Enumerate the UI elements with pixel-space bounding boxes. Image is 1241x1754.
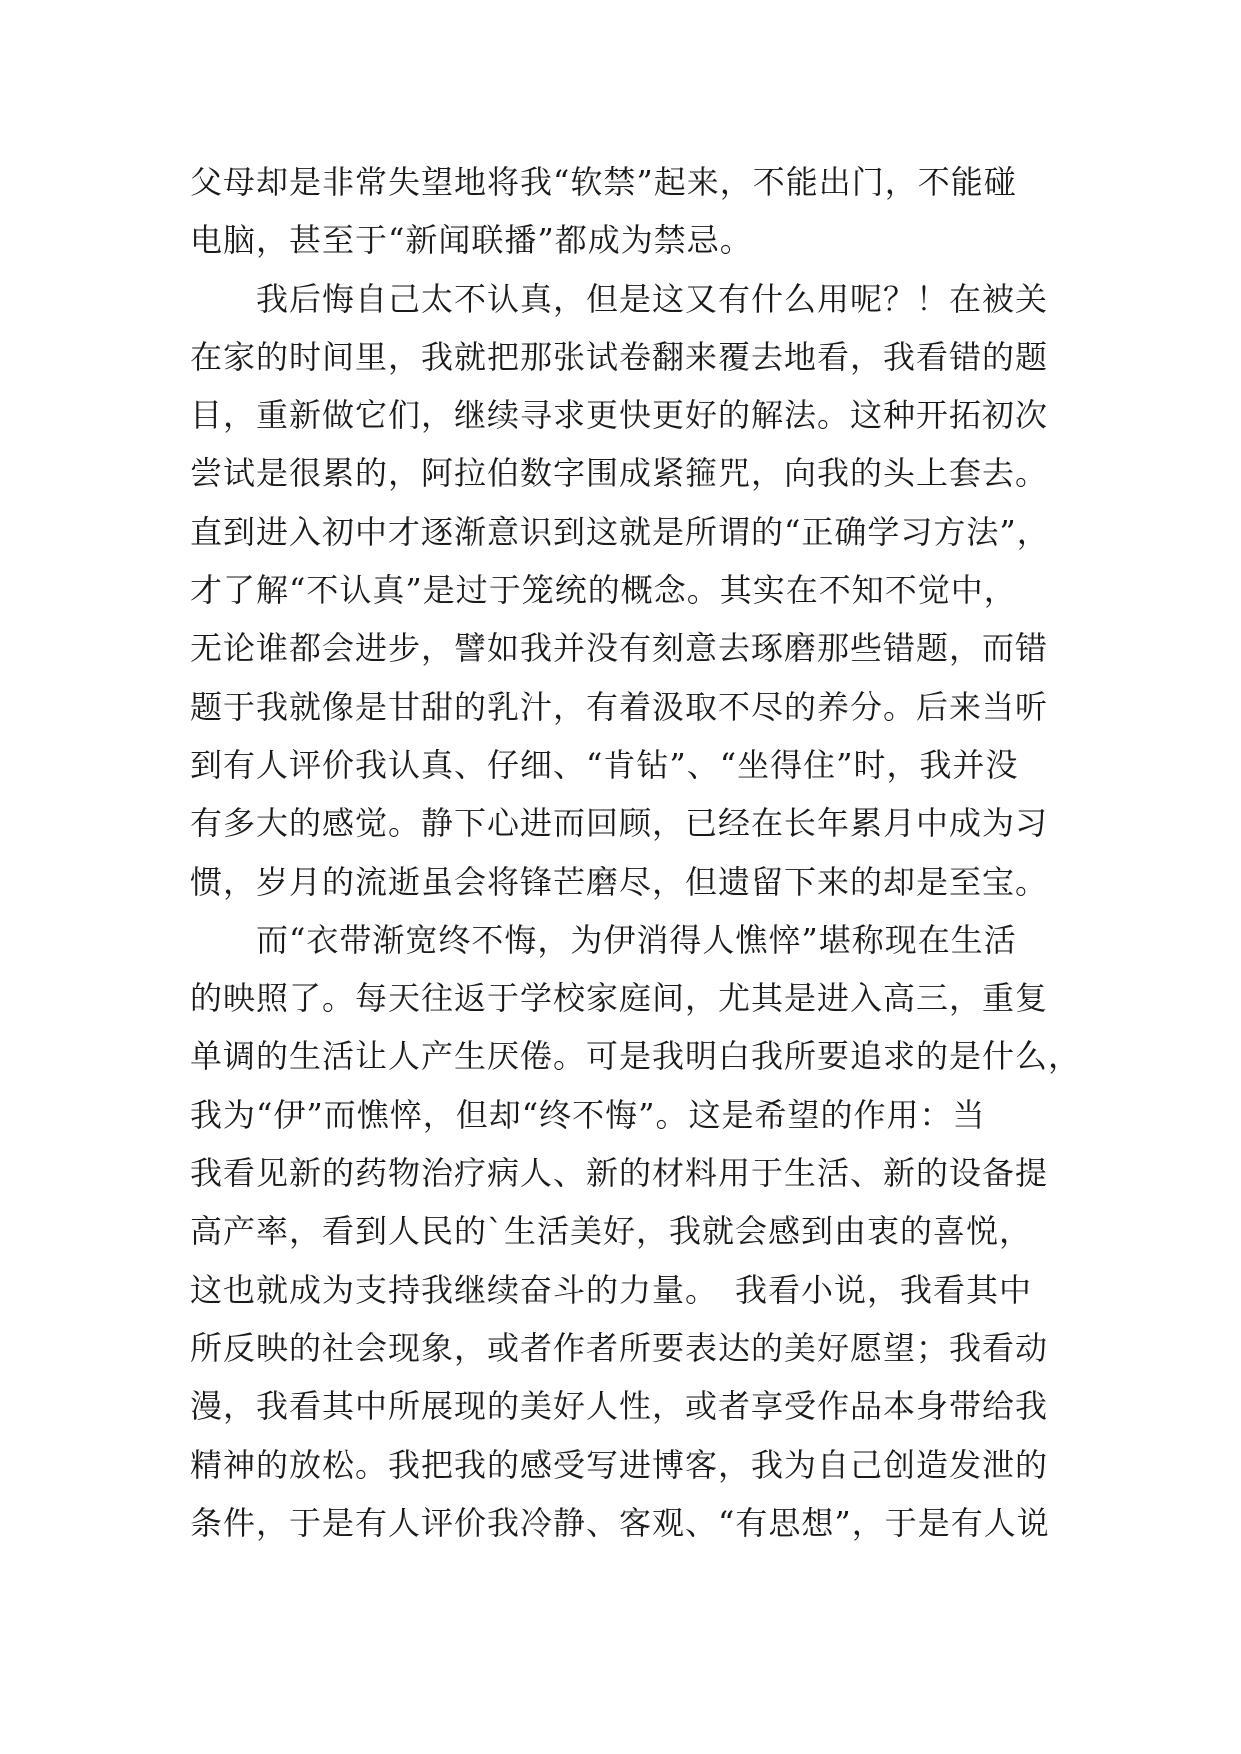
- essay-line: 题于我就像是甘甜的乳汁，有着汲取不尽的养分。后来当听: [190, 687, 1049, 726]
- essay-line: 而“衣带渐宽终不悔，为伊消得人憔悴”堪称现在生活: [190, 920, 1017, 959]
- essay-line: 的映照了。每天往返于学校家庭间，尤其是进入高三，重复: [190, 979, 1049, 1018]
- essay-line: 高产率，看到人民的`生活美好，我就会感到由衷的喜悦，: [190, 1212, 1033, 1251]
- essay-line: 目，重新做它们，继续寻求更快更好的解法。这种开拓初次: [190, 396, 1049, 435]
- essay-line: 才了解“不认真”是过于笼统的概念。其实在不知不觉中，: [190, 571, 1017, 610]
- essay-line: 父母却是非常失望地将我“软禁”起来，不能出门，不能碰: [190, 163, 1017, 201]
- essay-line: 所反映的社会现象，或者作者所要表达的美好愿望；我看动: [190, 1328, 1049, 1367]
- essay-line: 到有人评价我认真、仔细、“肯钻”、“坐得住”时，我并没: [190, 745, 1019, 784]
- essay-line: 尝试是很累的，阿拉伯数字围成紧箍咒，向我的头上套去。: [190, 454, 1049, 493]
- essay-line: 漫，我看其中所展现的美好人性，或者享受作品本身带给我: [190, 1387, 1049, 1426]
- essay-line: 条件，于是有人评价我冷静、客观、“有思想”，于是有人说: [190, 1503, 1050, 1542]
- essay-line: 有多大的感觉。静下心进而回顾，已经在长年累月中成为习: [190, 804, 1049, 843]
- essay-line: 这也就成为支持我继续奋斗的力量。 我看小说，我看其中: [190, 1270, 1033, 1309]
- essay-line: 我后悔自己太不认真，但是这又有什么用呢？！在被关: [190, 279, 1049, 318]
- essay-line: 我为“伊”而憔悴，但却“终不悔”。这是希望的作用：当: [190, 1095, 986, 1134]
- essay-line: 惯，岁月的流逝虽会将锋芒磨尽，但遗留下来的却是至宝。: [190, 862, 1049, 901]
- essay-body: [190, 153, 1090, 1552]
- essay-line: 精神的放松。我把我的感受写进博客，我为自己创造发泄的: [190, 1445, 1049, 1484]
- essay-line: 单调的生活让人产生厌倦。可是我明白我所要追求的是什么，: [190, 1037, 1082, 1076]
- essay-line: 在家的时间里，我就把那张试卷翻来覆去地看，我看错的题: [190, 337, 1049, 376]
- essay-line: 我看见新的药物治疗病人、新的材料用于生活、新的设备提: [190, 1154, 1049, 1193]
- essay-line: 直到进入初中才逐渐意识到这就是所谓的“正确学习方法”，: [190, 512, 1050, 551]
- essay-line: 电脑，甚至于“新闻联播”都成为禁忌。: [190, 221, 753, 260]
- essay-line: 无论谁都会进步，譬如我并没有刻意去琢磨那些错题，而错: [190, 629, 1049, 668]
